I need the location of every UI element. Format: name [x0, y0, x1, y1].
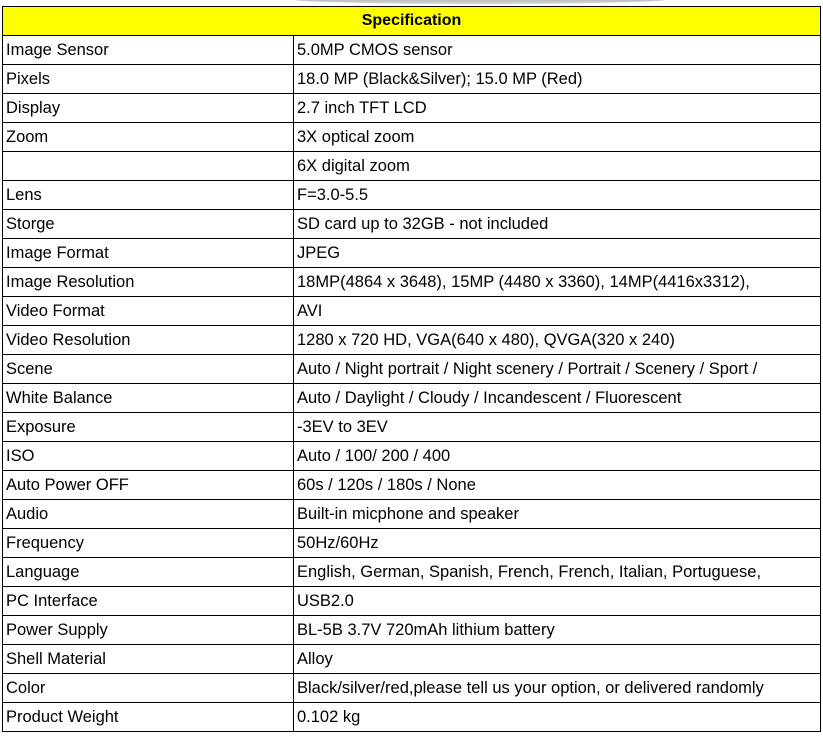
spec-value-cell: JPEG — [294, 239, 821, 268]
table-row — [3, 703, 821, 732]
specification-title: Specification — [3, 7, 821, 36]
table-row — [3, 94, 821, 123]
spec-label-cell: Display — [3, 94, 294, 123]
spec-value-cell: 2.7 inch TFT LCD — [294, 94, 821, 123]
spec-label-cell: Pixels — [3, 65, 294, 94]
spec-label-cell: Zoom — [3, 123, 294, 152]
spec-label-cell: White Balance — [3, 384, 294, 413]
spec-label-cell: PC Interface — [3, 587, 294, 616]
spec-label-cell: Video Format — [3, 297, 294, 326]
table-row — [3, 384, 821, 413]
spec-value-cell: 0.102 kg — [294, 703, 821, 732]
spec-label-cell: Scene — [3, 355, 294, 384]
spec-value-cell: USB2.0 — [294, 587, 821, 616]
spec-value-cell: Built-in micphone and speaker — [294, 500, 821, 529]
spec-value-cell: 1280 x 720 HD, VGA(640 x 480), QVGA(320 x 240) — [294, 326, 821, 355]
table-row — [3, 181, 821, 210]
table-row — [3, 500, 821, 529]
spec-label-cell: ISO — [3, 442, 294, 471]
spec-label-cell: Video Resolution — [3, 326, 294, 355]
spec-value-cell: Alloy — [294, 645, 821, 674]
product-image-shadow — [290, 0, 670, 4]
table-row — [3, 297, 821, 326]
table-row — [3, 326, 821, 355]
table-row — [3, 210, 821, 239]
table-row — [3, 442, 821, 471]
spec-value-cell: 6X digital zoom — [294, 152, 821, 181]
spec-label-cell: Auto Power OFF — [3, 471, 294, 500]
spec-value-cell: 3X optical zoom — [294, 123, 821, 152]
spec-label-cell: Power Supply — [3, 616, 294, 645]
spec-label-cell: Lens — [3, 181, 294, 210]
spec-label-cell: Storge — [3, 210, 294, 239]
spec-label-cell: Exposure — [3, 413, 294, 442]
spec-value-cell: English, German, Spanish, French, French, Italian, Portuguese, — [294, 558, 821, 587]
table-row — [3, 36, 821, 65]
spec-value-cell: 5.0MP CMOS sensor — [294, 36, 821, 65]
spec-label-cell: Frequency — [3, 529, 294, 558]
spec-value-cell: Black/silver/red,please tell us your option, or delivered randomly — [294, 674, 821, 703]
table-row — [3, 123, 821, 152]
table-row — [3, 674, 821, 703]
spec-value-cell: -3EV to 3EV — [294, 413, 821, 442]
table-row — [3, 239, 821, 268]
spec-label-cell: Image Format — [3, 239, 294, 268]
table-row — [3, 355, 821, 384]
table-row — [3, 645, 821, 674]
spec-label-cell — [3, 152, 294, 181]
spec-label-cell: Product Weight — [3, 703, 294, 732]
table-row — [3, 65, 821, 94]
spec-label-cell: Image Resolution — [3, 268, 294, 297]
spec-label-cell: Color — [3, 674, 294, 703]
table-row — [3, 558, 821, 587]
spec-value-cell: F=3.0-5.5 — [294, 181, 821, 210]
spec-value-cell: AVI — [294, 297, 821, 326]
table-row — [3, 268, 821, 297]
spec-value-cell: SD card up to 32GB - not included — [294, 210, 821, 239]
spec-label-cell: Shell Material — [3, 645, 294, 674]
spec-label-cell: Image Sensor — [3, 36, 294, 65]
spec-value-cell: 50Hz/60Hz — [294, 529, 821, 558]
table-header-row — [3, 7, 821, 36]
spec-value-cell: Auto / Daylight / Cloudy / Incandescent / Fluorescent — [294, 384, 821, 413]
spec-value-cell: 18MP(4864 x 3648), 15MP (4480 x 3360), 14MP(4416x3312), — [294, 268, 821, 297]
specification-table — [2, 6, 821, 732]
table-row — [3, 152, 821, 181]
spec-label-cell: Audio — [3, 500, 294, 529]
spec-value-cell: BL-5B 3.7V 720mAh lithium battery — [294, 616, 821, 645]
table-row — [3, 616, 821, 645]
spec-value-cell: 60s / 120s / 180s / None — [294, 471, 821, 500]
table-row — [3, 529, 821, 558]
spec-value-cell: Auto / 100/ 200 / 400 — [294, 442, 821, 471]
spec-label-cell: Language — [3, 558, 294, 587]
spec-value-cell: 18.0 MP (Black&Silver); 15.0 MP (Red) — [294, 65, 821, 94]
table-row — [3, 587, 821, 616]
table-row — [3, 471, 821, 500]
spec-value-cell: Auto / Night portrait / Night scenery / Portrait / Scenery / Sport / — [294, 355, 821, 384]
table-row — [3, 413, 821, 442]
